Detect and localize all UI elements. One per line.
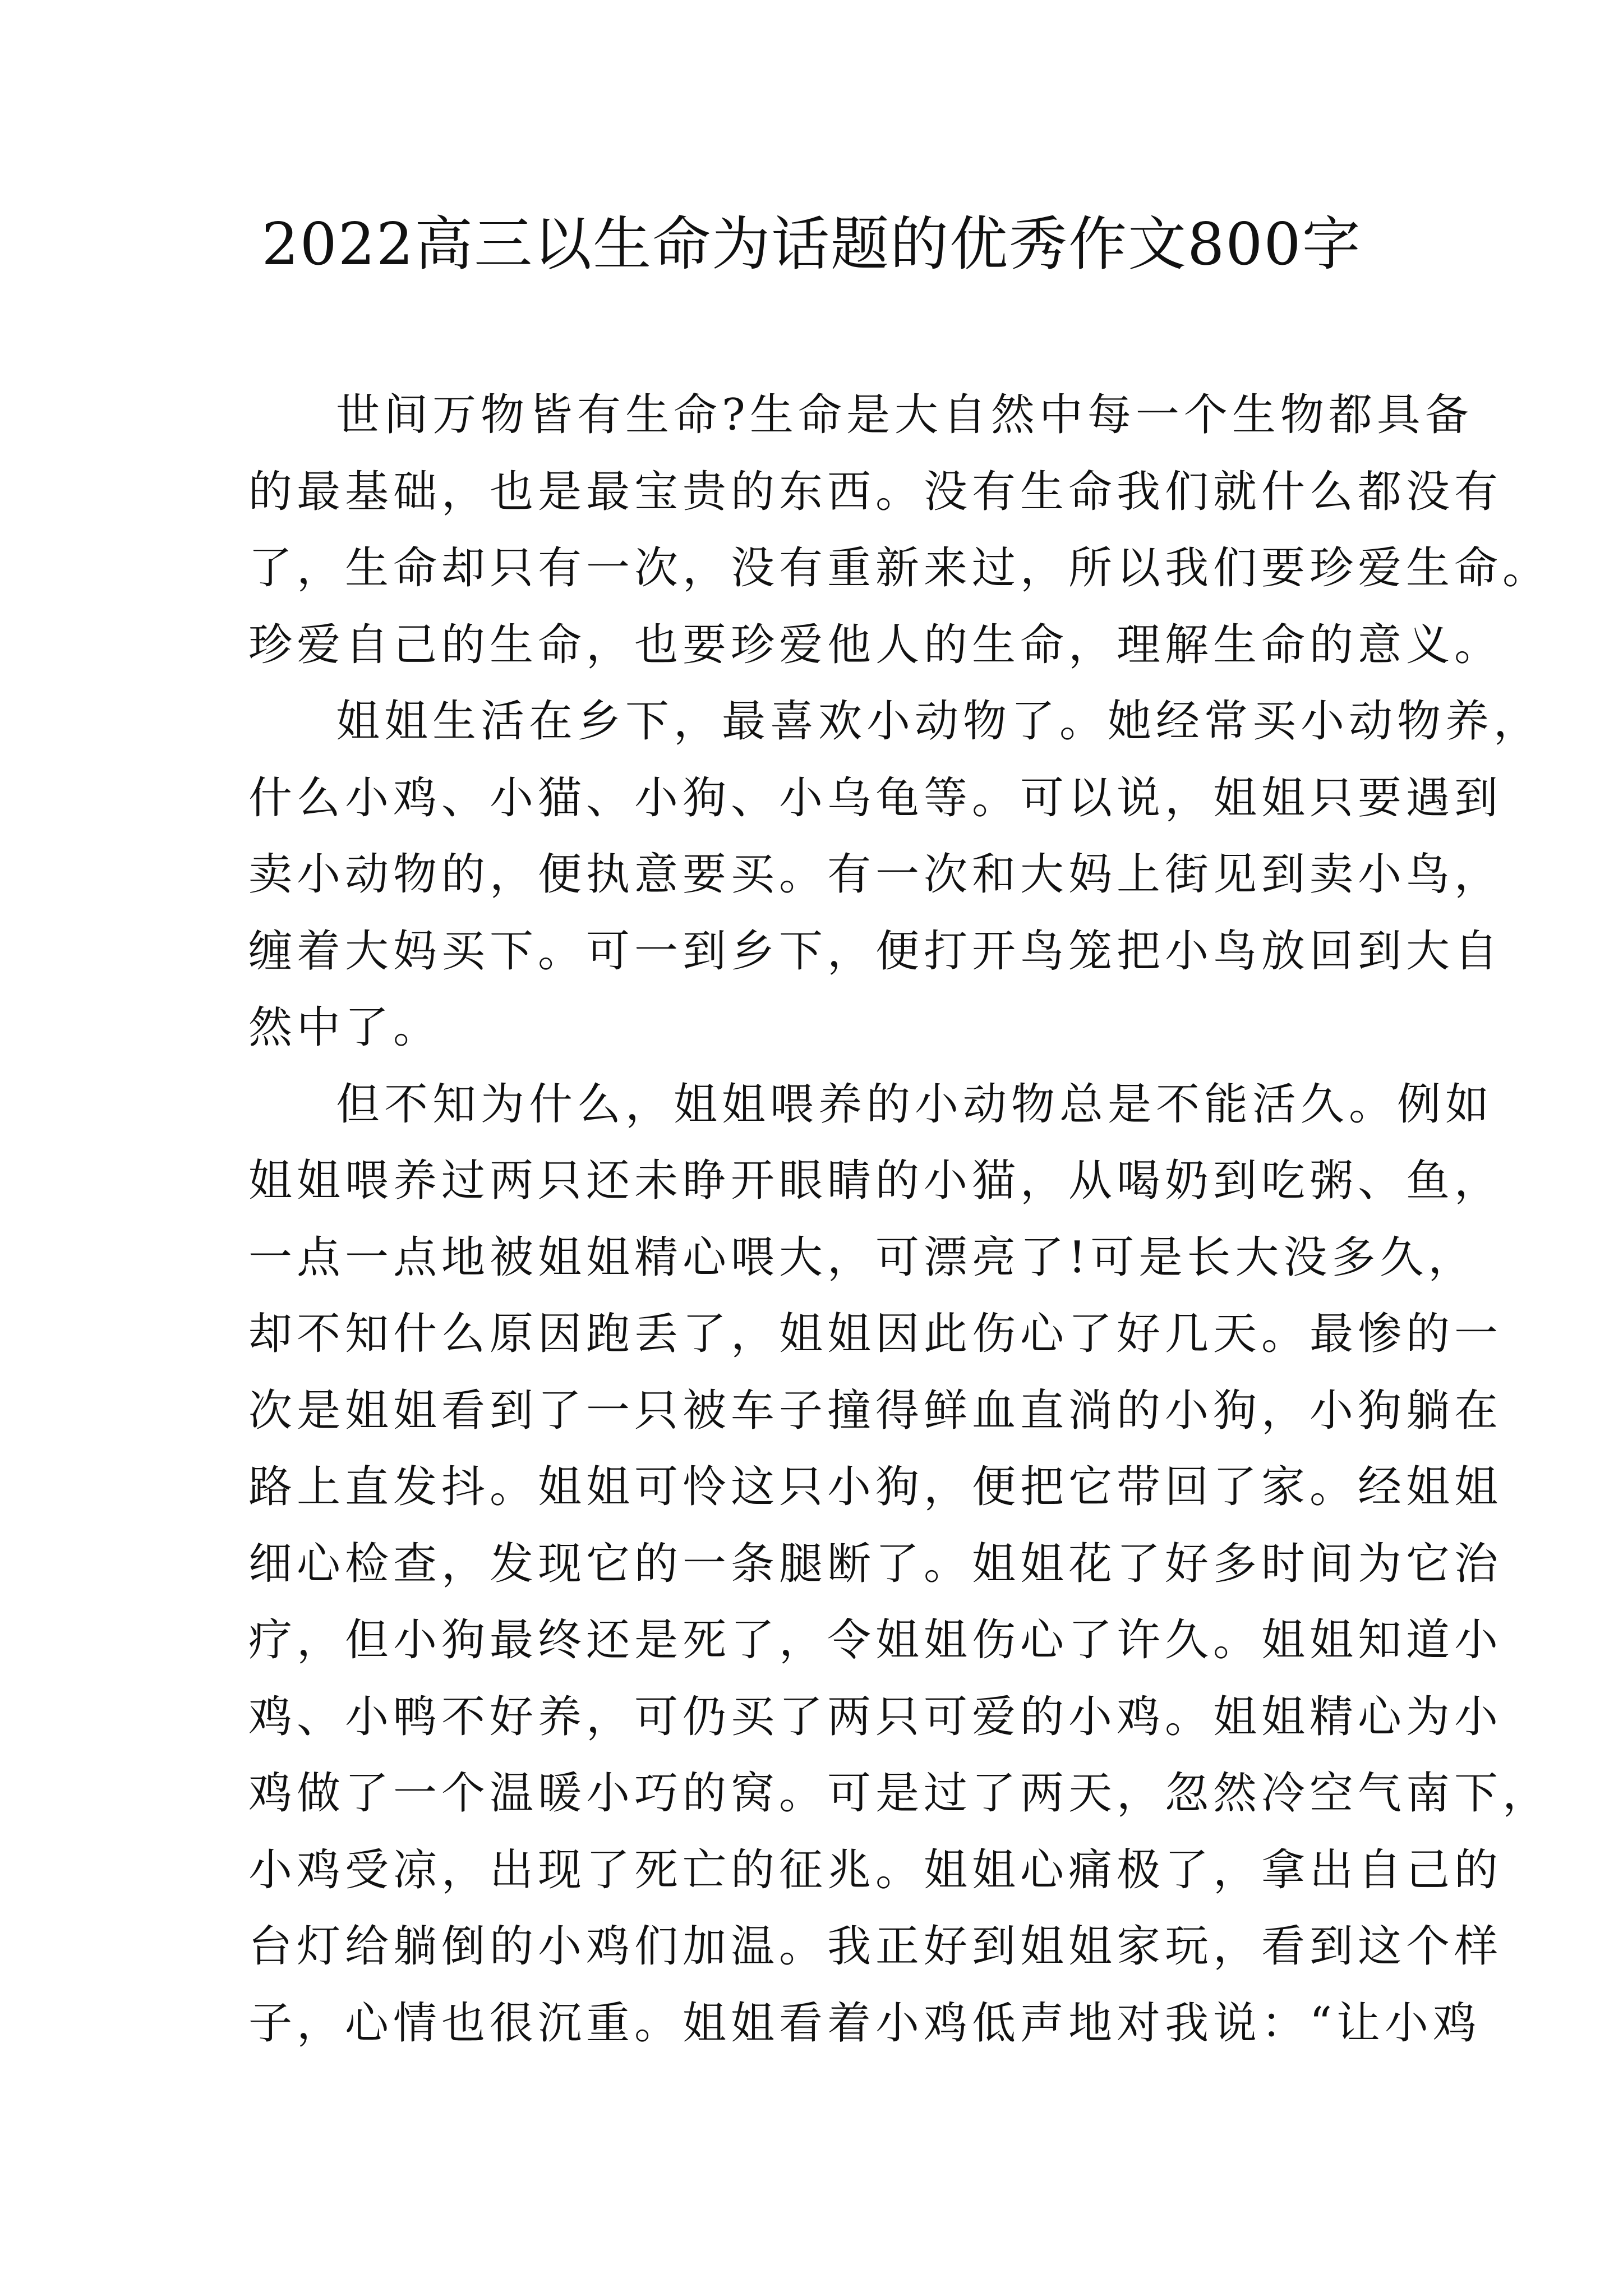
text-line: 路上直发抖。姐姐可怜这只小狗，便把它带回了家。经姐姐 <box>248 1462 1503 1512</box>
document-body <box>248 377 1551 2062</box>
text-line: 姐姐生活在乡下，最喜欢小动物了。她经常买小动物养， <box>336 696 1542 747</box>
paragraph-2 <box>248 683 1542 1066</box>
paragraph-3 <box>248 1066 1551 2062</box>
text-line: 小鸡受凉，出现了死亡的征兆。姐姐心痛极了，拿出自己的 <box>248 1844 1503 1895</box>
text-line: 但不知为什么，姐姐喂养的小动物总是不能活久。例如 <box>336 1079 1494 1130</box>
text-line: 世间万物皆有生命?生命是大自然中每一个生物都具备 <box>336 390 1473 440</box>
text-line: 却不知什么原因跑丢了，姐姐因此伤心了好几天。最惨的一 <box>248 1309 1503 1359</box>
text-line: 疗，但小狗最终还是死了，令姐姐伤心了许久。姐姐知道小 <box>248 1615 1503 1665</box>
text-line: 卖小动物的，便执意要买。有一次和大妈上街见到卖小鸟， <box>248 849 1503 900</box>
text-line: 然中了。 <box>248 1002 442 1053</box>
text-line: 鸡做了一个温暖小巧的窝。可是过了两天，忽然冷空气南下， <box>248 1768 1551 1819</box>
text-line: 次是姐姐看到了一只被车子撞得鲜血直淌的小狗，小狗躺在 <box>248 1385 1503 1436</box>
text-line: 细心检查，发现它的一条腿断了。姐姐花了好多时间为它治 <box>248 1538 1503 1589</box>
text-line: 珍爱自己的生命，也要珍爱他人的生命，理解生命的意义。 <box>248 619 1503 670</box>
text-line: 什么小鸡、小猫、小狗、小乌龟等。可以说，姐姐只要遇到 <box>248 772 1503 823</box>
text-line: 台灯给躺倒的小鸡们加温。我正好到姐姐家玩，看到这个样 <box>248 1921 1503 1972</box>
text-line: 鸡、小鸭不好养，可仍买了两只可爱的小鸡。姐姐精心为小 <box>248 1691 1503 1742</box>
document-title: 2022高三以生命为话题的优秀作文800字 <box>261 210 1362 278</box>
text-line: 一点一点地被姐姐精心喂大，可漂亮了!可是长大没多久， <box>248 1232 1477 1283</box>
text-line: 姐姐喂养过两只还未睁开眼睛的小猫，从喝奶到吃粥、鱼， <box>248 1156 1503 1206</box>
text-line: 缠着大妈买下。可一到乡下，便打开鸟笼把小鸟放回到大自 <box>248 926 1503 977</box>
text-line: 了，生命却只有一次，没有重新来过，所以我们要珍爱生命。 <box>248 543 1551 593</box>
paragraph-1 <box>248 377 1551 683</box>
text-line: 的最基础，也是最宝贵的东西。没有生命我们就什么都没有 <box>248 466 1503 517</box>
text-line: 子，心情也很沉重。姐姐看着小鸡低声地对我说：“让小鸡 <box>248 1998 1481 2049</box>
